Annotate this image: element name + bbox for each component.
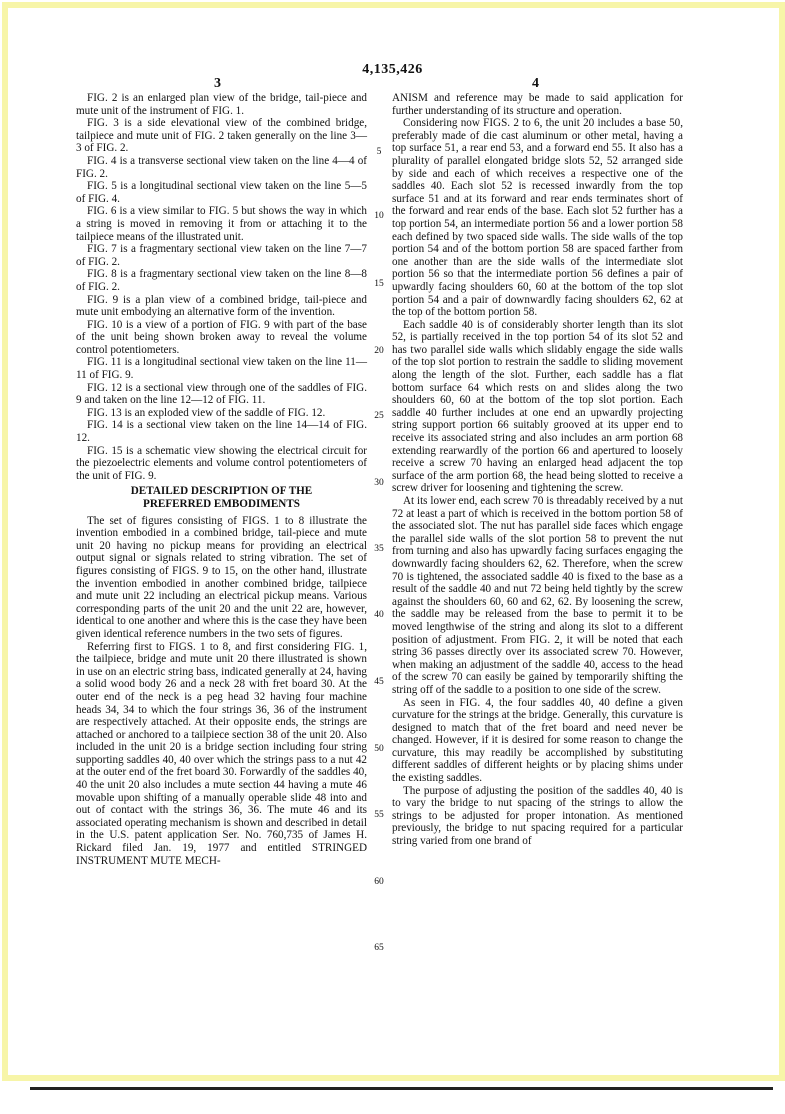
line-number: 30 bbox=[374, 478, 384, 488]
paragraph: FIG. 13 is an exploded view of the saddle of FIG. 12. bbox=[87, 406, 326, 419]
section-heading-line: PREFERRED EMBODIMENTS bbox=[143, 498, 300, 510]
line-number: 35 bbox=[374, 544, 384, 554]
paragraph: Each saddle 40 is of considerably shorter length than its slot 52, is partially received in the top portion 54 of its slot 52 and has two parallel side walls which slidably engage the side walls of the top slot portion to restrain the saddle to sliding movement along the length of the slot. Further, each saddle has a flat bottom surface 64 which rests on and slides along the two shoulders 60, 60 at the bottom of the top slot portion. Each saddle 40 further includes at one end an upwardly projecting string support portion 66 suitably grooved at its upper end to receive its associated string and also includes an arm portion 68 extending rearwardly of the portion 66 and apertured to loosely receive a screw 70 having an enlarged head adjacent the top surface of the arm portion 68, the head being slotted to receive a screw driver for loosening and tightening the screw. bbox=[392, 318, 683, 495]
paragraph: At its lower end, each screw 70 is threadably received by a nut 72 at least a part of which is received in the bottom portion 58 of the associated slot. The nut has parallel side faces which engage the parallel side walls of the slot portion 58 to prevent the nut from turning and also has upwardly facing surfaces engaging the downwardly facing shoulders 62, 62. Therefore, when the screw 70 is tightened, the associated saddle 40 is fixed to the base as a result of the saddle 40 and nut 72 being held tightly by the screw against the shoulders 60, 60 and 62, 62. By loosening the screw, the saddle may be released from the base to permit it to be moved lengthwise of the string and along its slot to a different position of adjustment. From FIG. 2, it will be noted that each string 36 passes directly over its associated screw 70. However, when making an adjustment of the saddle 40, access to the head of the screw 70 can easily be gained by temporarily shifting the string off of the saddle to a position to one side of the screw. bbox=[392, 495, 683, 696]
paragraph: FIG. 8 is a fragmentary sectional view taken on the line 8—8 of FIG. 2. bbox=[76, 268, 367, 293]
line-number: 20 bbox=[374, 346, 384, 356]
paragraph: FIG. 5 is a longitudinal sectional view taken on the line 5—5 of FIG. 4. bbox=[76, 180, 367, 205]
paragraph: FIG. 15 is a schematic view showing the electrical circuit for the piezoelectric elements and volume control potentiometers of the unit of FIG. 9. bbox=[76, 444, 367, 482]
paragraph: FIG. 4 is a transverse sectional view taken on the line 4—4 of FIG. 2. bbox=[76, 154, 367, 180]
paragraph: FIG. 2 is an enlarged plan view of the bridge, tail-piece and mute unit of the instrument of FIG. 1. bbox=[76, 92, 367, 117]
left-column-number: 3 bbox=[214, 76, 221, 91]
bottom-rule bbox=[30, 1087, 773, 1090]
line-number: 10 bbox=[374, 211, 384, 221]
paragraph: FIG. 3 is a side elevational view of the combined bridge, tailpiece and mute unit of FIG. 2 taken generally on the line 3—3 of FIG. 2. bbox=[76, 117, 367, 155]
line-number: 60 bbox=[374, 877, 384, 887]
line-number: 25 bbox=[374, 411, 384, 421]
paragraph: FIG. 9 is a plan view of a combined bridge, tail-piece and mute unit embodying an alternative form of the invention. bbox=[76, 293, 367, 319]
paragraph: FIG. 10 is a view of a portion of FIG. 9 with part of the base of the unit being shown broken away to reveal the volume control potentiometers. bbox=[76, 318, 367, 356]
patent-number: 4,135,426 bbox=[362, 62, 423, 77]
paragraph: FIG. 7 is a fragmentary sectional view taken on the line 7—7 of FIG. 2. bbox=[76, 243, 367, 268]
line-number: 45 bbox=[374, 677, 384, 687]
paragraph: FIG. 6 is a view similar to FIG. 5 but shows the way in which a string is moved in removing it from or attaching it to the tailpiece means of the illustrated unit. bbox=[76, 205, 367, 243]
right-text-column bbox=[392, 92, 683, 848]
section-heading bbox=[76, 485, 367, 510]
line-number: 15 bbox=[374, 279, 384, 289]
paragraph: As seen in FIG. 4, the four saddles 40, 40 define a given curvature for the strings at the bridge. Generally, this curvature is designed to match that of the fret board and need never be changed. However, if it is desired for some reason to change the curvature, this may readily be accomplished by substituting different saddles of different heights or by placing shims under the existing saddles. bbox=[392, 696, 683, 785]
line-number: 50 bbox=[374, 744, 384, 754]
paragraph: ANISM and reference may be made to said application for further understanding of its structure and operation. bbox=[392, 92, 683, 117]
line-number: 5 bbox=[376, 147, 382, 157]
paragraph: Considering now FIGS. 2 to 6, the unit 20 includes a base 50, preferably made of die cast aluminum or other metal, having a top surface 51, a rear end 53, and a forward end 55. It also has a plurality of parallel elongated bridge slots 52, 52 arranged side by side and each of which receives a respective one of the saddles 40. Each slot 52 is recessed inwardly from the top surface 51 and at its forward and rear ends terminates short of the forward and rear ends of the base. Each slot 52 further has a top portion 54, an intermediate portion 56 and a lower portion 58 each defined by two spaced side walls. The side walls of the top portion 54 and of the bottom portion 58 are spaced farther from one another than are the side walls of the intermediate slot portion 56 so that the intermediate portion 56 defines a pair of upwardly facing shoulders 60, 60 at the bottom of the top slot portion 54 and a pair of downwardly facing shoulders 62, 62 at the top of the bottom portion 58. bbox=[392, 117, 683, 319]
paragraph: The purpose of adjusting the position of the saddles 40, 40 is to vary the bridge to nut spacing of the strings to allow the strings to be adjusted for proper intonation. As mentioned previously, the bridge to nut spacing required for a particular string varied from one brand of bbox=[392, 784, 683, 848]
left-text-column bbox=[76, 92, 367, 867]
line-number-gutter bbox=[369, 0, 389, 1114]
right-column-number: 4 bbox=[532, 76, 539, 91]
section-heading-line: DETAILED DESCRIPTION OF THE bbox=[130, 485, 313, 498]
paragraph: FIG. 11 is a longitudinal sectional view taken on the line 11—11 of FIG. 9. bbox=[76, 356, 367, 382]
paragraph: FIG. 12 is a sectional view through one of the saddles of FIG. 9 and taken on the line 12—12 of FIG. 11. bbox=[76, 381, 367, 407]
line-number: 40 bbox=[374, 610, 384, 620]
paragraph: FIG. 14 is a sectional view taken on the line 14—14 of FIG. 12. bbox=[76, 419, 367, 445]
paragraph: The set of figures consisting of FIGS. 1 to 8 illustrate the invention embodied in a combined bridge, tail-piece and mute unit 20 having no pickup means for providing an electrical output signal or signals related to string vibration. The set of figures consisting of FIGS. 9 to 15, on the other hand, illustrate the invention embodied in another combined bridge, tailpiece and mute unit 22 including an electrical pickup means. Various corresponding parts of the unit 20 and the unit 22 are, however, identical to one another and where this is the case they have been given identical reference numbers in the two sets of figures. bbox=[76, 514, 367, 640]
line-number: 65 bbox=[374, 943, 384, 953]
paragraph: Referring first to FIGS. 1 to 8, and first considering FIG. 1, the tailpiece, bridge and mute unit 20 there illustrated is shown in use on an electric string bass, indicated generally at 24, having a solid wood body 26 and a neck 28 with fret board 30. At the outer end of the neck is a peg head 32 having four machine heads 34, 34 to which the four strings 36, 36 of the instrument are respectively attached. At their opposite ends, the strings are attached or anchored to a tailpiece section 38 of the unit 20. Also included in the unit 20 is a bridge section including four string supporting saddles 40, 40 over which the strings pass to a nut 42 at the outer end of the fret board 30. Forwardly of the saddles 40, 40 the unit 20 also includes a mute section 44 having a mute 46 movable upon shifting of a manually operable slide 48 into and out of contact with the strings 36, 36. The mute 46 and its associated operating mechanism is shown and described in detail in the U.S. patent application Ser. No. 760,735 of James H. Rickard filed Jan. 19, 1977 and entitled STRINGED INSTRUMENT MUTE MECH- bbox=[76, 640, 367, 867]
line-number: 55 bbox=[374, 810, 384, 820]
